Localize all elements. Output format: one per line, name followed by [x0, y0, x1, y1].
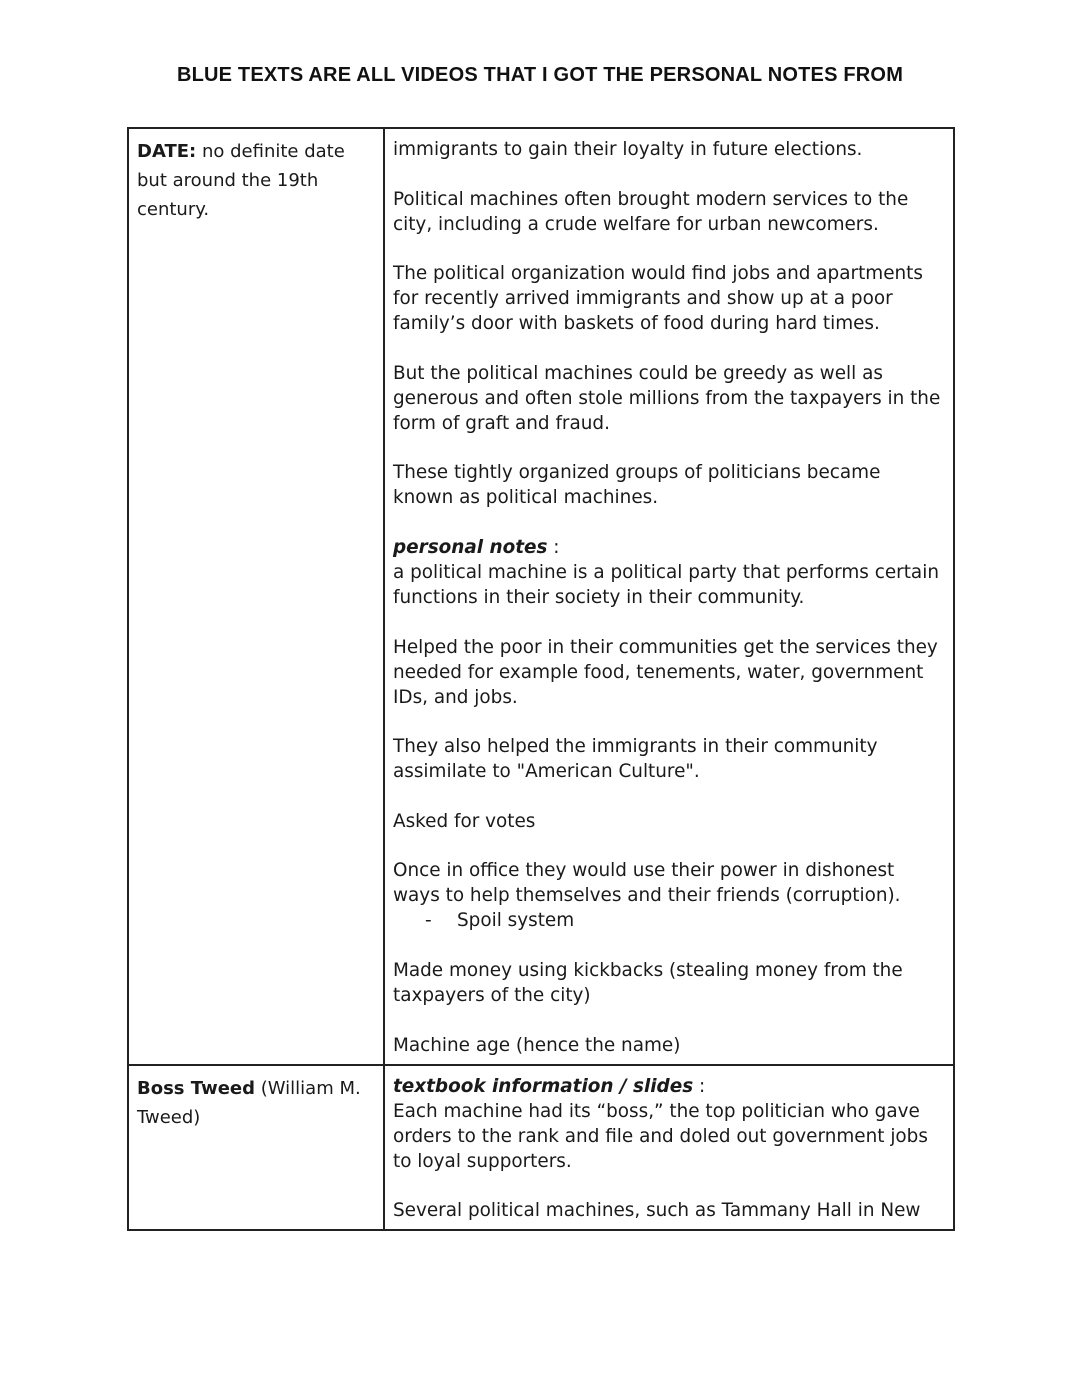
note-paragraph: Several political machines, such as Tammany Hall in New [393, 1200, 921, 1222]
spoil-system-bullet [393, 908, 945, 933]
date-label: DATE: [137, 141, 197, 162]
boss-tweed-cell [128, 1065, 384, 1231]
political-machines-notes-cell [384, 128, 954, 1065]
date-text: no definite date but around the 19th century. [137, 141, 345, 220]
boss-tweed-label: Boss Tweed [137, 1077, 256, 1099]
personal-notes-heading: personal notes [393, 536, 548, 558]
note-paragraph: Political machines often brought modern services to the city, including a crude welfare for urban newcomers. [393, 188, 909, 235]
textbook-block [393, 1074, 945, 1174]
office-paragraph-block [393, 858, 945, 933]
office-paragraph: Once in office they would use their power in dishonest ways to help themselves and their friends (corruption). [393, 860, 901, 907]
note-paragraph: Machine age (hence the name) [393, 1034, 681, 1056]
bullet-text: Spoil system [457, 910, 575, 932]
note-paragraph: Made money using kickbacks (stealing money from the taxpayers of the city) [393, 959, 903, 1006]
date-cell [128, 128, 384, 1065]
textbook-paragraph: Each machine had its “boss,” the top politician who gave orders to the rank and file and doled out government jobs to loyal supporters. [393, 1100, 928, 1172]
bullet-dash: - [425, 910, 432, 932]
personal-notes-colon: : [547, 536, 560, 558]
personal-notes-block [393, 535, 945, 610]
note-paragraph: The political organization would find jobs and apartments for recently arrived immigrants and show up at a poor family’s door with baskets of food during hard times. [393, 263, 923, 335]
boss-tweed-notes-cell [384, 1065, 954, 1231]
page-title: BLUE TEXTS ARE ALL VIDEOS THAT I GOT THE PERSONAL NOTES FROM [176, 64, 904, 86]
note-paragraph: But the political machines could be greedy as well as generous and often stole millions from the taxpayers in the form of graft and fraud. [393, 362, 941, 434]
note-paragraph: immigrants to gain their loyalty in future elections. [393, 139, 863, 160]
table-row-date [128, 128, 954, 1065]
table-row-boss-tweed [128, 1065, 954, 1231]
personal-note-paragraph: a political machine is a political party that performs certain functions in their society in their community. [393, 561, 939, 608]
boss-tweed-text: (William M. Tweed) [137, 1077, 361, 1128]
note-paragraph: These tightly organized groups of politicians became known as political machines. [393, 462, 881, 509]
textbook-heading: textbook information / slides [393, 1075, 694, 1097]
personal-note-paragraph: Helped the poor in their communities get the services they needed for example food, tenements, water, government IDs, and jobs. [393, 636, 938, 708]
textbook-colon: : [693, 1075, 706, 1097]
notes-table [127, 127, 955, 1231]
personal-note-paragraph: Asked for votes [393, 810, 536, 832]
personal-note-paragraph: They also helped the immigrants in their community assimilate to "American Culture". [393, 736, 878, 783]
